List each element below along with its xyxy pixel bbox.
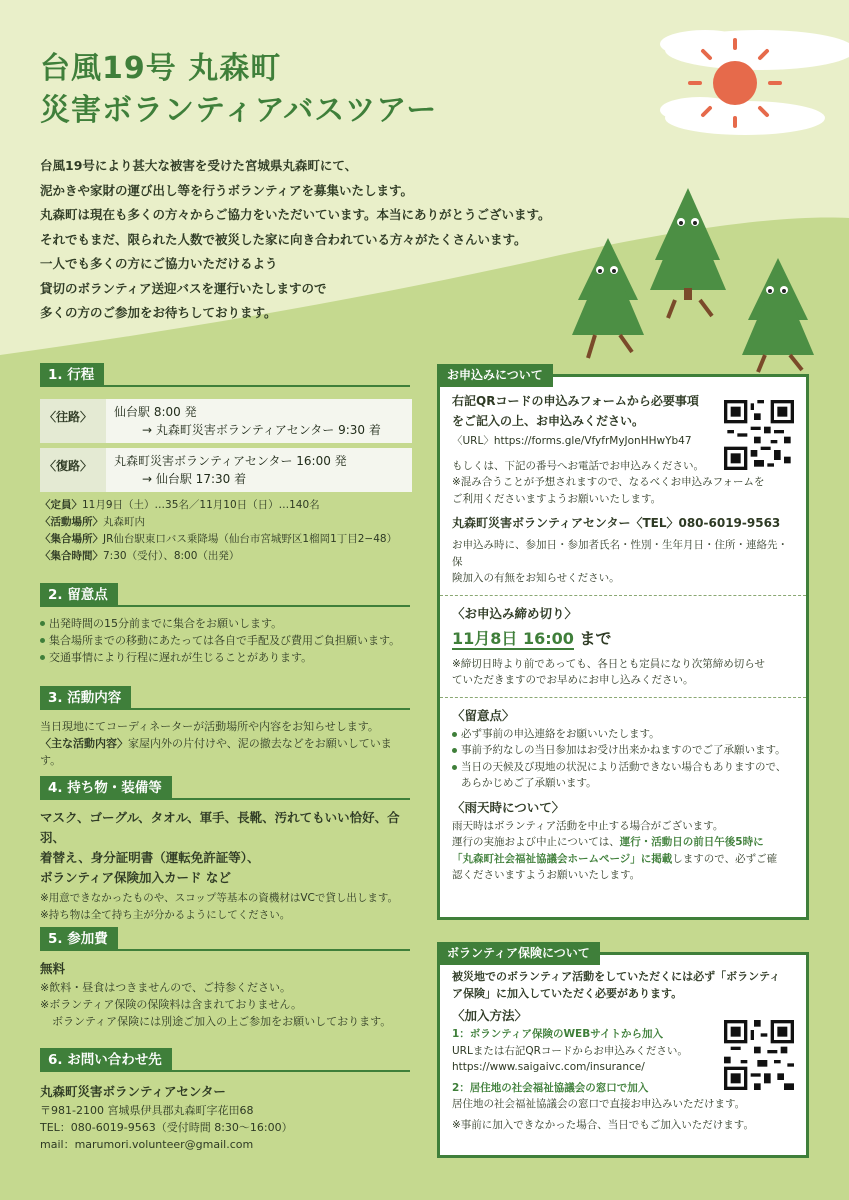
section-activity bbox=[40, 686, 412, 769]
return-label: 〈復路〉 bbox=[40, 448, 106, 492]
apply-phone: ※混み合うことが予想されますので、なるべくお申込みフォームを bbox=[452, 476, 765, 488]
method-2-text: 居住地の社会福祉協議会の窓口で直接お申込みいただけます。 bbox=[452, 1098, 746, 1110]
intro-line: 台風19号により甚大な被害を受けた宮城県丸森町にて、 bbox=[40, 158, 358, 173]
fee-note: ※ボランティア保険の保険料は含まれておりません。 bbox=[40, 998, 302, 1011]
apply-lead: をご記入の上、お申込みください。 bbox=[452, 414, 645, 428]
contact-address: 〒981-2100 宮城県伊具郡丸森町字花田68 bbox=[40, 1104, 254, 1117]
return-line: 丸森町災害ボランティアセンター 16:00 発 bbox=[114, 454, 347, 468]
apply-phone: もしくは、下記の番号へお電話でお申込みください。 bbox=[452, 459, 704, 472]
qr-code-icon[interactable] bbox=[724, 1020, 794, 1090]
deadline-note: ていただきますのでお早めにお申し込みください。 bbox=[452, 674, 694, 686]
rain-line: 運行の実施および中止については、運行・活動日の前日午後5時に bbox=[452, 836, 764, 848]
outbound-line: → 丸森町災害ボランティアセンター 9:30 着 bbox=[142, 423, 381, 437]
title-line-1: 台風19号 丸森町 bbox=[40, 51, 282, 86]
list-item: 当日の天候及び現地の状況により活動できない場合もありますので、 bbox=[452, 759, 796, 776]
capacity-row: 〈定員〉11月9日（土）…35名／11月10日（日）…140名 bbox=[40, 499, 320, 511]
apply-info: お申込み時に、参加日・参加者氏名・性別・生年月日・住所・連絡先・保 bbox=[452, 539, 788, 568]
list-item: 集合場所までの移動にあたっては各自で手配及び費用ご負担願います。 bbox=[40, 632, 412, 649]
deadline-heading: 〈お申込み締め切り〉 bbox=[452, 605, 578, 621]
list-item: 交通事情により行程に遅れが生じることがあります。 bbox=[40, 649, 412, 666]
intro-line: 多くの方のご参加をお待ちしております。 bbox=[40, 305, 277, 320]
title-line-2: 災害ボランティアバスツアー bbox=[40, 93, 438, 128]
section-itinerary bbox=[40, 363, 412, 565]
divider bbox=[440, 595, 806, 596]
fee-note: ※飲料・昼食はつきませんので、ご持参ください。 bbox=[40, 981, 291, 994]
insurance-note: ※事前に加入できなかった場合、当日でもご加入いただけます。 bbox=[452, 1118, 754, 1131]
divider bbox=[440, 697, 806, 698]
list-item: 必ず事前の申込連絡をお願いいたします。 bbox=[452, 726, 796, 743]
intro-line: 一人でも多くの方にご協力いただけるよう bbox=[40, 256, 278, 271]
insurance-url[interactable]: https://www.saigaivc.com/insurance/ bbox=[452, 1061, 645, 1073]
place-row: 〈活動場所〉丸森町内 bbox=[40, 516, 145, 528]
return-line: → 仙台駅 17:30 着 bbox=[142, 472, 247, 486]
list-item: 事前予約なしの当日参加はお受け出来かねますのでご了承願います。 bbox=[452, 742, 796, 759]
qr-code-icon[interactable] bbox=[724, 400, 794, 470]
apply-lead: 右記QRコードの申込みフォームから必要事項 bbox=[452, 394, 699, 408]
apply-heading: お申込みについて bbox=[437, 364, 553, 387]
time-row: 〈集合時間〉7:30（受付）、8:00（出発） bbox=[40, 550, 240, 562]
method-1: 1：ボランティア保険のWEBサイトから加入 bbox=[452, 1028, 663, 1040]
belongings-line: ボランティア保険加入カード など bbox=[40, 870, 231, 885]
fee-note: ボランティア保険には別途ご加入の上ご参加をお願いしております。 bbox=[52, 1015, 392, 1028]
insurance-lead: 被災地でのボランティア活動をしていただくには必ず「ボランティ bbox=[452, 970, 781, 983]
itinerary-outbound bbox=[40, 399, 412, 443]
meet-row: 〈集合場所〉JR仙台駅東口バス乗降場（仙台市宮城野区1榴岡1丁目2−48） bbox=[40, 533, 398, 545]
list-item-cont: あらかじめご了承願います。 bbox=[461, 777, 597, 789]
section-notes bbox=[40, 583, 412, 666]
fee-main: 無料 bbox=[40, 961, 66, 976]
apply-info: 険加入の有無をお知らせください。 bbox=[452, 572, 620, 584]
apply-notes-heading: 〈留意点〉 bbox=[452, 707, 515, 723]
activity-line: 当日現地にてコーディネーターが活動場所や内容をお知らせします。 bbox=[40, 720, 379, 733]
rain-line: 認くださいますようお願いいたします。 bbox=[452, 869, 641, 881]
contact-mail[interactable]: mail：marumori.volunteer@gmail.com bbox=[40, 1138, 254, 1151]
section-heading: 1. 行程 bbox=[40, 363, 104, 387]
method-2: 2：居住地の社会福祉協議会の窓口で加入 bbox=[452, 1081, 649, 1094]
intro-line: 丸森町は現在も多くの方々からご協力をいただいています。本当にありがとうございます。 bbox=[40, 207, 551, 222]
apply-phone: ご利用くださいますようお願いいたします。 bbox=[452, 492, 662, 505]
activity-main: 〈主な活動内容〉家屋内外の片付けや、泥の撤去などをお願いしています。 bbox=[40, 737, 392, 767]
insurance-lead: ア保険」に加入していただく必要があります。 bbox=[452, 986, 683, 1000]
section-belongings bbox=[40, 776, 412, 924]
list-item: 出発時間の15分前までに集合をお願いします。 bbox=[40, 615, 412, 632]
rain-heading: 〈雨天時について〉 bbox=[452, 799, 565, 815]
apply-url[interactable]: 〈URL〉https://forms.gle/VfyfrMyJonHHwYb47 bbox=[452, 435, 692, 447]
outbound-label: 〈往路〉 bbox=[40, 399, 106, 443]
belongings-line: 着替え、身分証明書（運転免許証等）、 bbox=[40, 850, 260, 865]
method-1-text: URLまたは右記QRコードからお申込みください。 bbox=[452, 1044, 688, 1057]
rain-line: 「丸森町社会福祉協議会ホームページ」に掲載しますので、必ずご確 bbox=[452, 852, 778, 865]
intro-line: それでもまだ、限られた人数で被災した家に向き合われている方々がたくさんいます。 bbox=[40, 231, 527, 247]
intro-text bbox=[40, 154, 600, 326]
section-heading: 3. 活動内容 bbox=[40, 686, 131, 710]
method-heading: 〈加入方法〉 bbox=[452, 1008, 528, 1023]
center-tel: 丸森町災害ボランティアセンター〈TEL〉080-6019-9563 bbox=[452, 516, 781, 530]
contact-tel: TEL：080-6019-9563（受付時間 8:30〜16:00） bbox=[40, 1121, 293, 1134]
section-heading: 2. 留意点 bbox=[40, 583, 118, 607]
section-contact bbox=[40, 1048, 412, 1153]
rain-line: 雨天時はボランティア活動を中止する場合がございます。 bbox=[452, 819, 724, 832]
section-heading: 4. 持ち物・装備等 bbox=[40, 776, 172, 800]
outbound-line: 仙台駅 8:00 発 bbox=[114, 405, 197, 419]
section-heading: 6. お問い合わせ先 bbox=[40, 1048, 172, 1072]
belongings-line: マスク、ゴーグル、タオル、軍手、長靴、汚れてもいい恰好、合羽、 bbox=[40, 810, 400, 845]
page-title bbox=[40, 48, 437, 132]
deadline-note: ※締切日時より前であっても、各日とも定員になり次第締め切らせ bbox=[452, 657, 765, 670]
section-heading: 5. 参加費 bbox=[40, 927, 118, 951]
intro-line: 貸切のボランティア送迎バスを運行いたしますので bbox=[40, 280, 327, 296]
intro-line: 泥かきや家財の運び出し等を行うボランティアを募集いたします。 bbox=[40, 182, 414, 198]
belongings-note: ※持ち物は全て持ち主が分かるようにしてください。 bbox=[40, 909, 291, 921]
deadline: 11月8日 16:00 まで bbox=[452, 628, 612, 648]
contact-org: 丸森町災害ボランティアセンター bbox=[40, 1084, 226, 1099]
insurance-heading: ボランティア保険について bbox=[437, 942, 600, 965]
section-fee bbox=[40, 927, 412, 1030]
itinerary-return bbox=[40, 448, 412, 492]
belongings-note: ※用意できなかったものや、スコップ等基本の資機材はVCで貸し出します。 bbox=[40, 892, 399, 904]
